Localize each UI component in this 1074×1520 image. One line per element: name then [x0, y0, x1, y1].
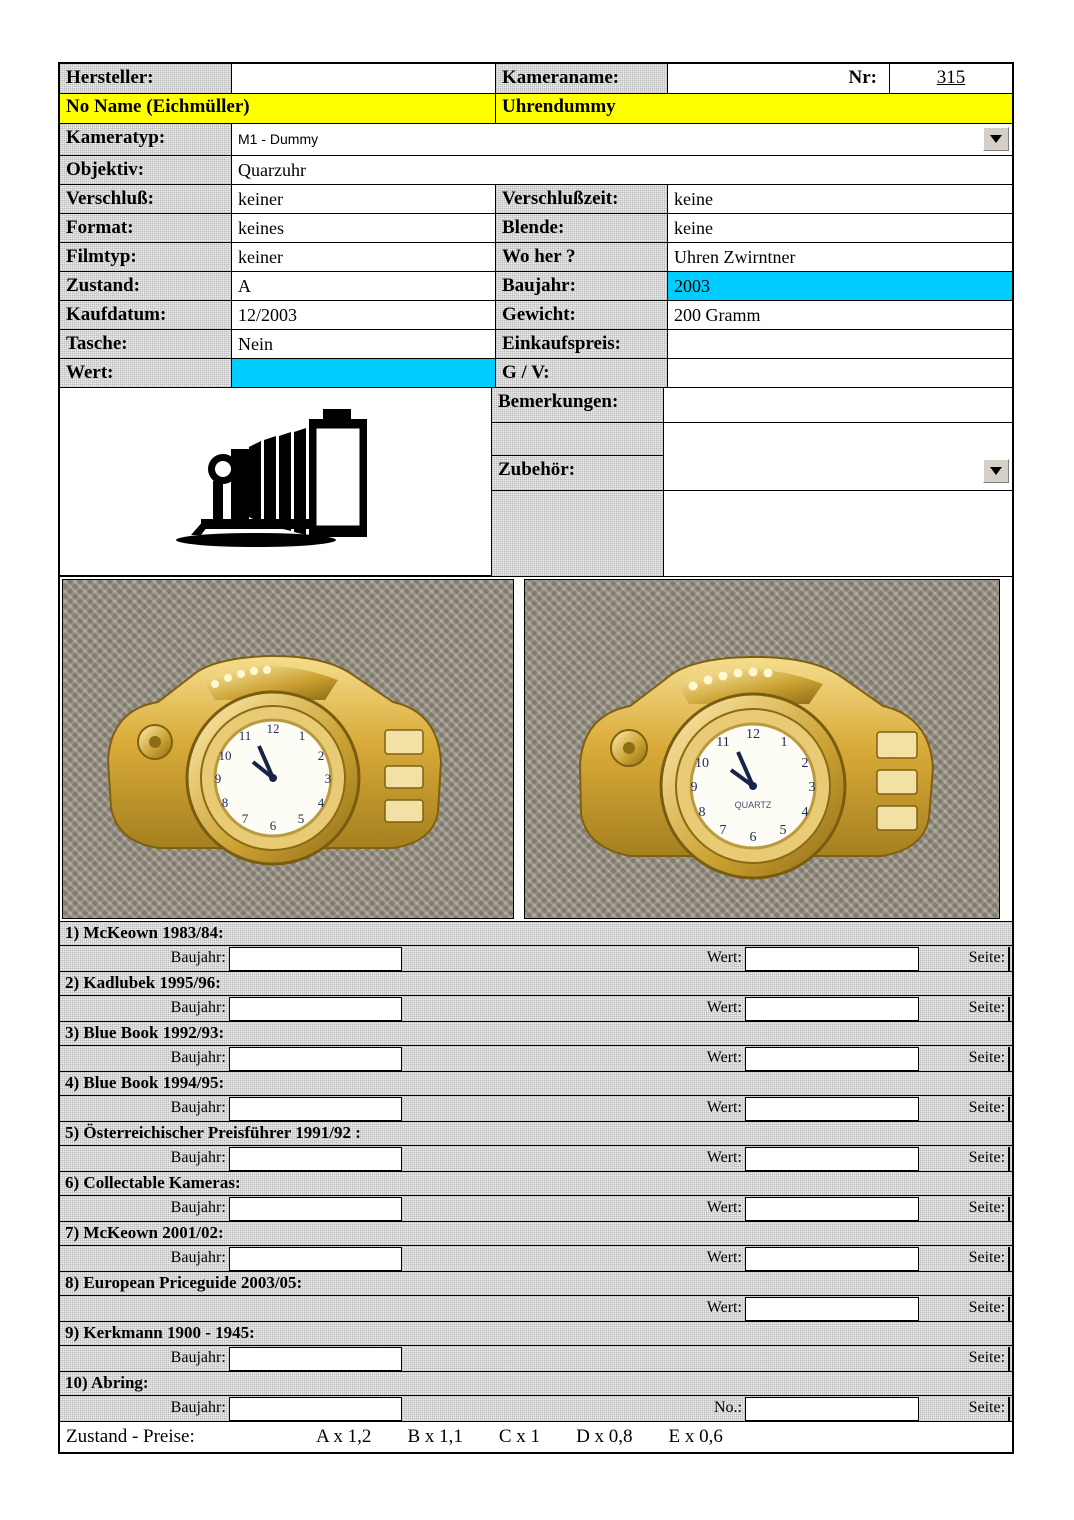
ref-baujahr-label: Baujahr: [170, 1049, 226, 1066]
blende-value[interactable]: keine [668, 214, 1012, 243]
ref-wert-label: Wert: [706, 999, 742, 1016]
verschlusszeit-value[interactable]: keine [668, 185, 1012, 214]
kaufdatum-row [60, 301, 1012, 330]
svg-text:12: 12 [746, 727, 760, 742]
ref-baujahr-label: Baujahr: [170, 1399, 226, 1416]
bellows-camera-icon [161, 407, 391, 557]
ref-fields [60, 1396, 1012, 1422]
ref-seite-label: Seite: [968, 1049, 1006, 1066]
ref-baujahr-label: Baujahr: [170, 1099, 226, 1116]
gv-value[interactable] [668, 359, 1012, 388]
ref-wert-label: Wert: [706, 1099, 742, 1116]
ref-baujahr-input[interactable] [229, 1147, 403, 1171]
svg-text:5: 5 [297, 811, 305, 826]
filmtyp-row [60, 243, 1012, 272]
ref-fields [60, 1196, 1012, 1222]
ref-baujahr-label: Baujahr: [170, 949, 226, 966]
objektiv-label: Objektiv: [60, 156, 232, 185]
ref-baujahr-input[interactable] [229, 1047, 403, 1071]
ref-title: 9) Kerkmann 1900 - 1945: [60, 1322, 1012, 1346]
wert-row [60, 359, 1012, 388]
ref-seite-input[interactable] [1008, 1347, 1010, 1371]
ref-wert-input[interactable] [745, 997, 919, 1021]
ref-seite-input[interactable] [1008, 1147, 1010, 1171]
ref-seite-label: Seite: [968, 1199, 1006, 1216]
svg-text:10: 10 [218, 748, 232, 763]
kameraname-label: Kameraname: [496, 64, 668, 94]
ref-no-label: No.: [713, 1399, 742, 1416]
tasche-row [60, 330, 1012, 359]
nr-link[interactable]: 315 [936, 67, 966, 88]
name-row [60, 94, 1012, 124]
ref-baujahr-label: Baujahr: [170, 1199, 226, 1216]
camera-record-sheet [58, 62, 1014, 1454]
kameraname-value: Uhrendummy [496, 94, 1012, 124]
ref-seite-label: Seite: [968, 1349, 1006, 1366]
ref-seite-input[interactable] [1008, 1097, 1010, 1121]
svg-text:4: 4 [801, 805, 809, 820]
bemerkungen-label: Bemerkungen: [492, 388, 664, 423]
bemerkungen-value[interactable] [664, 388, 1012, 423]
ref-wert-label: Wert: [706, 1199, 742, 1216]
hersteller-value: No Name (Eichmüller) [60, 94, 496, 124]
verschluss-label: Verschluß: [60, 185, 232, 214]
ref-seite-input[interactable] [1008, 1197, 1010, 1221]
blende-label: Blende: [496, 214, 668, 243]
kaufdatum-label: Kaufdatum: [60, 301, 232, 330]
svg-text:12: 12 [266, 721, 280, 736]
baujahr-label: Baujahr: [496, 272, 668, 301]
zubehoer-spacer [492, 491, 664, 576]
chevron-down-icon[interactable] [983, 459, 1009, 483]
camera-photo-right [524, 579, 1000, 919]
svg-text:3: 3 [324, 771, 332, 786]
ref-seite-label: Seite: [968, 1249, 1006, 1266]
svg-text:3: 3 [808, 780, 816, 795]
ref-seite-label: Seite: [968, 1299, 1006, 1316]
ref-empty-label [402, 1346, 744, 1371]
ref-baujahr-input[interactable] [229, 947, 403, 971]
ref-fields [60, 996, 1012, 1022]
filmtyp-label: Filmtyp: [60, 243, 232, 272]
ref-fields [60, 946, 1012, 972]
condition-price-c: C x 1 [498, 1426, 541, 1447]
ref-baujahr-input[interactable] [229, 1247, 403, 1271]
zubehoer-dropdown[interactable] [664, 456, 1012, 491]
filmtyp-value[interactable]: keiner [232, 243, 496, 272]
zubehoer-label: Zubehör: [492, 456, 664, 491]
ref-wert-label: Wert: [706, 1149, 742, 1166]
zustand-value[interactable]: A [232, 272, 496, 301]
ref-title: 6) Collectable Kameras: [60, 1172, 1012, 1196]
bemerkungen-spacer [492, 423, 664, 456]
ref-title: 2) Kadlubek 1995/96: [60, 972, 1012, 996]
svg-text:11: 11 [716, 735, 730, 750]
svg-text:10: 10 [695, 756, 709, 771]
ref-seite-label: Seite: [968, 1149, 1006, 1166]
ref-baujahr-label: Baujahr: [170, 1249, 226, 1266]
nr-value-cell[interactable] [890, 64, 1012, 94]
ref-wert-input[interactable] [745, 947, 919, 971]
ref-baujahr-input[interactable] [229, 1197, 403, 1221]
ref-title: 3) Blue Book 1992/93: [60, 1022, 1012, 1046]
svg-text:QUARTZ: QUARTZ [734, 800, 772, 810]
ref-wert-input[interactable] [745, 1047, 919, 1071]
svg-text:11: 11 [238, 728, 252, 743]
kameratyp-value: M1 - Dummy [238, 131, 319, 147]
condition-price-b: B x 1,1 [407, 1426, 463, 1447]
kameratyp-label: Kameratyp: [60, 124, 232, 156]
bemerkungen-extra[interactable] [664, 423, 1012, 456]
ref-title: 10) Abring: [60, 1372, 1012, 1396]
chevron-down-icon[interactable] [983, 127, 1009, 151]
ref-wert-input[interactable] [745, 1147, 919, 1171]
format-label: Format: [60, 214, 232, 243]
kameratyp-row [60, 124, 1012, 156]
bemerkungen-row [492, 388, 1012, 423]
ref-empty-slot [745, 1346, 919, 1371]
gewicht-label: Gewicht: [496, 301, 668, 330]
svg-text:8: 8 [221, 795, 229, 810]
ref-baujahr-label: Baujahr: [170, 1149, 226, 1166]
ref-title: 5) Österreichischer Preisführer 1991/92 : [60, 1122, 1012, 1146]
camera-logo [60, 388, 492, 576]
wert-value[interactable] [232, 359, 496, 388]
einkaufspreis-label: Einkaufspreis: [496, 330, 668, 359]
baujahr-value[interactable]: 2003 [668, 272, 1012, 301]
svg-text:1: 1 [298, 728, 306, 743]
objektiv-value[interactable]: Quarzuhr [232, 156, 1012, 185]
ref-wert-label: Wert: [706, 1049, 742, 1066]
ref-wert-label: Wert: [706, 1299, 742, 1316]
ref-seite-input[interactable] [1008, 1047, 1010, 1071]
ref-no-input[interactable] [745, 1397, 919, 1421]
ref-fields [60, 1246, 1012, 1272]
tasche-label: Tasche: [60, 330, 232, 359]
zubehoer-blank [664, 491, 1012, 576]
ref-fields [60, 1296, 1012, 1322]
svg-text:8: 8 [698, 805, 706, 820]
ref-title: 1) McKeown 1983/84: [60, 922, 1012, 946]
ref-fields [60, 1046, 1012, 1072]
kameratyp-dropdown[interactable] [232, 124, 1012, 156]
svg-text:1: 1 [780, 735, 788, 750]
photo-row [60, 576, 1012, 921]
ref-seite-label: Seite: [968, 949, 1006, 966]
zustand-label: Zustand: [60, 272, 232, 301]
header-row [60, 64, 1012, 94]
ref-empty-slot [229, 1296, 403, 1321]
verschluss-value[interactable]: keiner [232, 185, 496, 214]
gewicht-value[interactable]: 200 Gramm [668, 301, 1012, 330]
svg-text:9: 9 [690, 780, 698, 795]
ref-wert-label: Wert: [706, 1249, 742, 1266]
zubehoer-fill-row [492, 491, 1012, 576]
verschluss-row [60, 185, 1012, 214]
gv-label: G / V: [496, 359, 668, 388]
ref-seite-input[interactable] [1008, 1247, 1010, 1271]
condition-price-e: E x 0,6 [668, 1426, 723, 1447]
ref-seite-input[interactable] [1008, 1297, 1010, 1321]
zubehoer-row [492, 456, 1012, 491]
svg-text:6: 6 [269, 818, 277, 833]
svg-text:6: 6 [749, 830, 757, 845]
ref-wert-input[interactable] [745, 1197, 919, 1221]
ref-fields [60, 1096, 1012, 1122]
svg-text:5: 5 [779, 823, 787, 838]
hersteller-blank [232, 64, 496, 94]
ref-wert-input[interactable] [745, 1097, 919, 1121]
logo-notes-row [60, 388, 1012, 576]
format-value[interactable]: keines [232, 214, 496, 243]
ref-baujahr-label: Baujahr: [170, 1349, 226, 1366]
svg-text:9: 9 [214, 771, 222, 786]
svg-text:4: 4 [317, 795, 325, 810]
svg-text:2: 2 [801, 756, 809, 771]
notes-column [492, 388, 1012, 576]
objektiv-row [60, 156, 1012, 185]
ref-seite-input[interactable] [1008, 947, 1010, 971]
condition-price-d: D x 0,8 [576, 1426, 633, 1447]
ref-baujahr-input[interactable] [229, 997, 403, 1021]
ref-empty-label [60, 1296, 229, 1321]
condition-price-a: A x 1,2 [316, 1426, 372, 1447]
ref-baujahr-input[interactable] [229, 1397, 403, 1421]
ref-seite-label: Seite: [968, 1099, 1006, 1116]
ref-seite-input[interactable] [1008, 997, 1010, 1021]
bemerkungen-row2 [492, 423, 1012, 456]
ref-seite-input[interactable] [1008, 1397, 1010, 1421]
ref-wert-label: Wert: [706, 949, 742, 966]
hersteller-label: Hersteller: [60, 64, 232, 94]
camera-photo-left [62, 579, 514, 919]
woher-label: Wo her ? [496, 243, 668, 272]
ref-wert-input[interactable] [745, 1247, 919, 1271]
nr-label: Nr: [668, 64, 890, 94]
tasche-value[interactable]: Nein [232, 330, 496, 359]
svg-text:2: 2 [317, 748, 325, 763]
ref-title: 4) Blue Book 1994/95: [60, 1072, 1012, 1096]
ref-title: 8) European Priceguide 2003/05: [60, 1272, 1012, 1296]
ref-fields [60, 1146, 1012, 1172]
format-row [60, 214, 1012, 243]
zustand-row [60, 272, 1012, 301]
ref-title: 7) McKeown 2001/02: [60, 1222, 1012, 1246]
ref-seite-label: Seite: [968, 1399, 1006, 1416]
ref-seite-label: Seite: [968, 999, 1006, 1016]
svg-text:7: 7 [719, 823, 727, 838]
reference-table [60, 921, 1012, 1422]
ref-baujahr-input[interactable] [229, 1097, 403, 1121]
condition-price-footer [60, 1422, 1012, 1452]
ref-baujahr-input[interactable] [229, 1347, 403, 1371]
ref-wert-input[interactable] [745, 1297, 919, 1321]
woher-value[interactable]: Uhren Zwirntner [668, 243, 1012, 272]
ref-baujahr-label: Baujahr: [170, 999, 226, 1016]
svg-text:7: 7 [241, 811, 249, 826]
einkaufspreis-value[interactable] [668, 330, 1012, 359]
ref-fields [60, 1346, 1012, 1372]
wert-label: Wert: [60, 359, 232, 388]
verschlusszeit-label: Verschlußzeit: [496, 185, 668, 214]
kaufdatum-value[interactable]: 12/2003 [232, 301, 496, 330]
condition-price-label: Zustand - Preise: [66, 1426, 195, 1447]
